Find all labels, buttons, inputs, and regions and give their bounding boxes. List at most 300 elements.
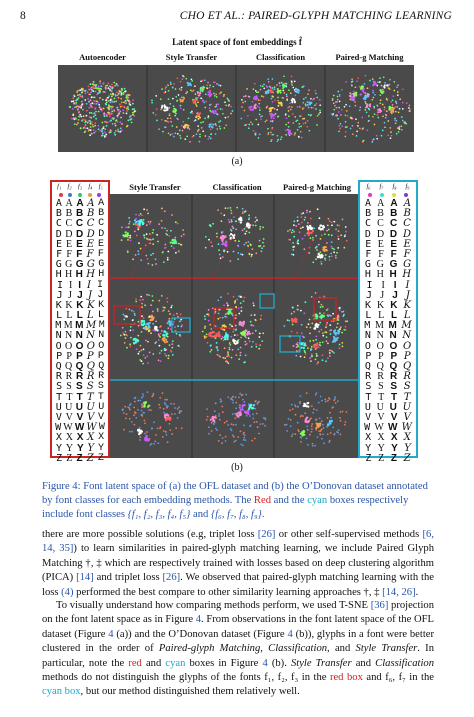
glyph: A	[55, 198, 62, 209]
glyph: P	[403, 350, 411, 362]
glyph-rows-left	[52, 199, 108, 464]
body-paragraph-2	[42, 599, 434, 700]
glyph: D	[75, 228, 84, 240]
body-text: there are more possible solutions (e.g, triplet loss	[42, 529, 258, 540]
body-text: To visually understand how comparing methods perform, we used T-SNE	[56, 600, 371, 611]
glyph: G	[389, 259, 398, 271]
glyph: A	[65, 198, 73, 209]
glyph: X	[98, 432, 105, 444]
glyph: A	[76, 198, 84, 209]
glyph: S	[66, 381, 72, 393]
glyph: L	[391, 310, 398, 322]
method-name: Style Transfer	[355, 643, 418, 655]
glyph: U	[389, 401, 397, 413]
glyph: O	[65, 340, 73, 352]
font-color-dot	[368, 193, 372, 197]
glyph: V	[87, 411, 95, 423]
glyph: Q	[86, 361, 95, 372]
glyph: B	[55, 208, 62, 220]
glyph: A	[87, 198, 95, 209]
body-text: performed the best compare to other similarity learning approaches †, ‡	[73, 586, 383, 598]
glyph: Z	[378, 452, 385, 464]
glyph: R	[65, 371, 73, 383]
glyph: O	[402, 340, 412, 352]
figure-link[interactable]: 4	[287, 628, 293, 640]
glyph: B	[377, 208, 384, 220]
glyph: S	[390, 381, 398, 393]
glyph: S	[56, 381, 63, 393]
font-label: f₈	[392, 183, 397, 190]
body-text: and	[141, 657, 166, 669]
glyph: B	[87, 208, 95, 220]
glyph: L	[365, 310, 372, 322]
body-text: , and	[327, 643, 356, 655]
glyph: P	[97, 350, 104, 362]
glyph: M	[364, 320, 371, 332]
glyph: U	[402, 401, 412, 413]
glyph: C	[403, 218, 411, 230]
body-paragraph-1	[42, 528, 434, 600]
glyph: C	[55, 218, 62, 230]
glyph: Z	[66, 452, 73, 464]
glyph: T	[378, 391, 385, 403]
cyan-box-word: cyan box	[42, 686, 81, 698]
glyph: J	[405, 289, 410, 301]
glyph: E	[97, 238, 104, 250]
glyph: N	[389, 330, 397, 342]
caption-text: and	[190, 509, 211, 520]
glyph: R	[75, 371, 84, 383]
figure-a-panel-labels	[58, 52, 414, 64]
glyph: J	[87, 289, 92, 301]
glyph: K	[403, 299, 411, 311]
glyph: F	[390, 248, 397, 260]
glyph: C	[389, 218, 398, 230]
glyph: Y	[365, 442, 372, 454]
glyph: S	[76, 381, 83, 393]
glyph: J	[97, 289, 104, 301]
glyph: Y	[55, 442, 62, 454]
font-color-dot	[392, 193, 396, 197]
figure-a-scatter-panels	[58, 65, 414, 152]
glyph: B	[403, 208, 411, 220]
citation-link[interactable]: [14, 26]	[382, 586, 416, 598]
glyph: G	[403, 259, 412, 271]
glyph: U	[376, 401, 384, 413]
glyph: D	[65, 228, 73, 240]
glyph: B	[390, 208, 398, 220]
method-name: Paired-glyph Matching	[158, 643, 261, 655]
glyph: E	[365, 238, 372, 250]
red-box-word: red box	[329, 672, 363, 684]
glyph: B	[65, 208, 73, 220]
glyph: S	[403, 381, 411, 393]
glyph: A	[98, 198, 105, 209]
figure-b-label-classification: Classification	[212, 182, 262, 192]
glyph: C	[75, 218, 84, 230]
glyph: N	[65, 330, 73, 342]
figure-a-label-autoencoder: Autoencoder	[79, 52, 126, 62]
glyph: P	[56, 350, 63, 362]
glyph: U	[75, 401, 84, 413]
font-label: f₂	[67, 183, 72, 190]
glyph: M	[374, 320, 384, 332]
glyph: V	[76, 411, 84, 423]
glyph: W	[387, 422, 398, 434]
glyph: Y	[404, 442, 411, 454]
glyph: A	[390, 198, 398, 209]
glyph: N	[55, 330, 62, 342]
glyph: Q	[402, 361, 412, 372]
caption-text: boxes respectively include font classes	[42, 495, 409, 520]
glyph: P	[76, 350, 83, 362]
glyph: P	[390, 350, 398, 362]
figure-b	[50, 180, 418, 464]
glyph: Y	[391, 442, 398, 454]
font-color-dot	[88, 193, 92, 197]
glyph: Q	[55, 361, 62, 372]
glyph-row	[54, 433, 106, 443]
glyph: D	[403, 228, 412, 240]
glyph: U	[364, 401, 371, 413]
glyph: H	[389, 269, 397, 281]
body-text: .	[415, 586, 419, 598]
glyph: X	[365, 432, 372, 444]
glyph: Y	[87, 442, 95, 454]
glyph: O	[376, 340, 384, 352]
glyph: W	[364, 422, 371, 434]
glyph-row	[362, 433, 414, 443]
glyph: G	[98, 259, 105, 271]
glyph: N	[98, 330, 105, 342]
glyph: R	[390, 371, 398, 383]
glyph: C	[65, 218, 73, 230]
glyph: U	[98, 401, 105, 413]
glyph: K	[377, 299, 385, 311]
glyph: I	[78, 279, 82, 291]
glyph: R	[86, 371, 95, 383]
glyph: Q	[364, 361, 371, 372]
caption-red-word: Red	[253, 495, 271, 506]
glyph: E	[55, 238, 63, 250]
figure-b-panel-labels	[110, 180, 358, 194]
glyph: H	[376, 269, 384, 281]
glyph: W	[98, 422, 105, 434]
glyph: X	[55, 432, 62, 444]
caption-font-set-2: {f₆, f₇, f₈, f₉}	[211, 509, 262, 520]
glyph: S	[86, 381, 94, 393]
glyph: T	[391, 391, 398, 403]
glyph: R	[98, 371, 105, 383]
body-text: and f₆, f₇ in the	[362, 672, 435, 684]
glyph: P	[66, 350, 72, 362]
glyph: T	[76, 391, 83, 403]
glyph: Y	[377, 442, 385, 454]
glyph: H	[86, 269, 95, 281]
glyph: G	[65, 259, 73, 271]
glyph: W	[74, 422, 85, 434]
glyph: C	[377, 218, 384, 230]
figure-link[interactable]: 4	[195, 614, 202, 626]
glyph-row	[362, 270, 414, 280]
glyph: M	[388, 320, 397, 332]
glyph: Z	[76, 452, 83, 464]
glyph: E	[86, 238, 95, 250]
glyph: Y	[76, 442, 84, 454]
glyph-row	[54, 270, 106, 280]
glyph: H	[65, 269, 73, 281]
glyph: B	[98, 208, 105, 220]
glyph: O	[75, 340, 84, 352]
glyph: E	[403, 238, 411, 250]
glyph: H	[402, 269, 412, 281]
glyph: F	[66, 248, 72, 260]
body-text: ,	[260, 643, 269, 655]
glyph: T	[86, 391, 94, 403]
glyph: O	[389, 340, 398, 352]
glyph: X	[87, 432, 95, 444]
glyph: N	[376, 330, 384, 342]
glyph: H	[55, 269, 62, 281]
glyph: E	[65, 238, 73, 250]
body-text: and triplet loss	[93, 572, 163, 584]
glyph: X	[377, 432, 385, 444]
glyph: F	[76, 248, 83, 260]
glyph: T	[97, 391, 104, 403]
caption-font-set-1: {f₁, f₂, f₃, f₄, f₅}	[127, 509, 191, 520]
glyph: V	[365, 411, 372, 423]
glyph: H	[98, 269, 105, 281]
glyph: T	[66, 391, 73, 403]
caption-text: and the	[271, 495, 308, 506]
citation-link[interactable]: [14]	[76, 572, 94, 584]
glyph: G	[86, 259, 95, 271]
glyph: R	[377, 371, 384, 383]
glyph: X	[76, 432, 84, 444]
body-text: methods do not distinguish the glyphs of the fonts f₁, f₂, f₃ in the	[42, 672, 330, 684]
glyph: Y	[65, 442, 74, 454]
glyph: W	[63, 422, 73, 434]
body-text: . From observations in the font latent space of the OFL dataset (Figure	[42, 614, 434, 640]
glyph: J	[380, 289, 385, 301]
font-label: f₇	[379, 183, 384, 190]
glyph: V	[377, 411, 385, 423]
glyph-rows-right	[360, 199, 416, 464]
glyph: K	[87, 299, 95, 311]
figure-a-label-classification: Classification	[255, 52, 306, 62]
glyph: L	[403, 310, 411, 322]
glyph: M	[63, 320, 73, 332]
figure-caption	[42, 480, 434, 522]
glyph: I	[366, 279, 373, 291]
glyph: M	[85, 320, 97, 332]
glyph: J	[67, 289, 72, 301]
glyph: Q	[389, 361, 398, 372]
figure-link[interactable]: 4	[108, 628, 114, 640]
glyph: T	[403, 391, 411, 403]
glyph: X	[403, 432, 411, 444]
glyph: P	[365, 350, 372, 362]
glyph: L	[56, 310, 63, 322]
font-labels-right	[360, 182, 416, 193]
method-name: Style Transfer	[290, 657, 352, 669]
glyph: I	[405, 279, 410, 291]
method-name: Classification	[268, 643, 328, 655]
glyph: Q	[376, 361, 384, 372]
glyph: W	[374, 422, 384, 434]
body-text: boxes in Figure	[185, 657, 263, 669]
glyph: E	[390, 238, 397, 250]
glyph: F	[86, 248, 94, 260]
glyph: S	[378, 381, 384, 393]
glyph: Z	[97, 452, 104, 464]
glyph: A	[403, 198, 411, 209]
glyph: P	[378, 350, 384, 362]
body-text: , but our method distinguished them relatively well.	[80, 686, 300, 698]
font-color-dot	[59, 193, 63, 197]
glyph: I	[381, 279, 385, 291]
red-word: red	[128, 657, 142, 669]
method-name: Classification	[375, 657, 435, 669]
glyph: G	[55, 259, 62, 271]
glyph: O	[98, 340, 105, 352]
glyph: F	[56, 248, 63, 260]
glyph: K	[98, 299, 105, 311]
citation-link[interactable]: [36]	[370, 600, 389, 611]
glyph: B	[365, 208, 372, 220]
glyph: K	[365, 299, 372, 311]
glyph: C	[86, 218, 95, 230]
glyph: J	[77, 289, 83, 301]
glyph: S	[365, 381, 372, 393]
font-color-dot	[68, 193, 72, 197]
citation-link[interactable]: [26]	[162, 572, 181, 584]
citation-link[interactable]: [6, 14, 35]	[42, 529, 434, 555]
figure-b-label-style-transfer: Style Transfer	[129, 182, 181, 192]
glyph: M	[75, 320, 84, 332]
glyph: M	[55, 320, 62, 332]
glyph: I	[96, 279, 103, 291]
glyph: H	[75, 269, 83, 281]
glyph: V	[98, 411, 105, 423]
body-text: projection on the font latent space as in Figure	[42, 600, 434, 626]
figure-a-scatter-image	[58, 65, 414, 152]
glyph: D	[364, 228, 371, 240]
glyph: L	[97, 310, 104, 322]
glyph: D	[376, 228, 385, 240]
figure-b-plots	[110, 180, 358, 458]
glyph: E	[76, 238, 83, 250]
font-label: f₃	[77, 183, 83, 190]
glyph: R	[365, 371, 372, 383]
glyph: I	[393, 279, 397, 291]
glyph: F	[403, 248, 411, 260]
glyph: A	[377, 198, 385, 209]
body-text: ) to learn similarities in paired-glyph matching learning, we include Paired Glyph Matching †, ‡ which are respectively trained with losses based on deep clustering algorithm (PICA)	[42, 543, 434, 584]
glyph: U	[55, 401, 62, 413]
page-header	[0, 10, 474, 26]
glyph-column-cyan-box	[358, 180, 418, 464]
glyph: L	[66, 310, 73, 322]
cyan-word: cyan	[165, 657, 186, 669]
font-label: f₅	[98, 183, 103, 190]
glyph: F	[97, 248, 104, 260]
glyph: D	[55, 228, 62, 240]
glyph: U	[65, 401, 73, 413]
glyph: L	[87, 310, 94, 322]
font-label: f₄	[88, 183, 93, 190]
caption-text: Figure 4: Font latent space of (a) the OFL dataset and (b) the O’Donovan dataset annotated by font classes for each embedding methods. The	[42, 481, 428, 506]
glyph: B	[76, 208, 84, 220]
equation-link[interactable]: (4)	[61, 586, 74, 598]
glyph: X	[65, 432, 73, 444]
figure-b-sublabel: (b)	[231, 462, 243, 473]
glyph: Q	[98, 361, 105, 372]
glyph: S	[97, 381, 104, 393]
glyph: K	[76, 299, 84, 311]
glyph: R	[403, 371, 411, 383]
glyph: Z	[365, 452, 372, 464]
glyph: D	[86, 228, 95, 240]
glyph: Y	[97, 442, 104, 454]
glyph: O	[86, 340, 95, 352]
glyph: F	[378, 248, 384, 260]
body-text: . We observed that paired-glyph matching learning with the loss	[42, 572, 434, 598]
glyph: G	[364, 259, 371, 271]
glyph: V	[55, 411, 62, 423]
glyph: Z	[403, 452, 411, 464]
glyph: Q	[65, 361, 73, 372]
font-color-dot	[380, 193, 384, 197]
body-text: or other self-supervised methods	[275, 529, 423, 540]
figure-link[interactable]: 4	[262, 657, 268, 669]
glyph: C	[98, 218, 105, 230]
glyph: T	[56, 391, 63, 403]
glyph: U	[86, 401, 95, 413]
glyph: J	[366, 289, 373, 301]
glyph: D	[98, 228, 105, 240]
glyph-column-red-box	[50, 180, 110, 464]
glyph: V	[403, 411, 411, 423]
glyph: J	[392, 289, 398, 301]
glyph: L	[378, 310, 385, 322]
body-text: (a)) and the O’Donovan dataset (Figure	[113, 628, 288, 640]
font-color-dot	[78, 193, 82, 197]
glyph: N	[86, 330, 95, 342]
glyph: A	[365, 198, 372, 209]
glyph: O	[55, 340, 62, 352]
citation-link[interactable]: [26]	[257, 529, 276, 540]
running-head: CHO ET AL.: PAIRED-GLYPH MATCHING LEARNING	[179, 10, 452, 22]
glyph: R	[55, 371, 62, 383]
glyph: W	[55, 422, 62, 434]
page-number: 8	[20, 10, 26, 22]
body-text: . In particular, note the	[42, 643, 435, 669]
glyph: I	[87, 279, 91, 291]
font-label: f₁	[57, 183, 62, 190]
glyph: O	[364, 340, 371, 352]
glyph: L	[76, 310, 83, 322]
glyph: N	[364, 330, 371, 342]
glyph: K	[55, 299, 62, 311]
glyph: E	[377, 238, 384, 250]
figure-a-title: Latent space of font embeddings f̂	[172, 37, 302, 47]
glyph: G	[75, 259, 84, 271]
font-color-dot	[97, 193, 101, 197]
glyph: N	[75, 330, 83, 342]
glyph: H	[364, 269, 371, 281]
glyph: Z	[56, 452, 63, 464]
